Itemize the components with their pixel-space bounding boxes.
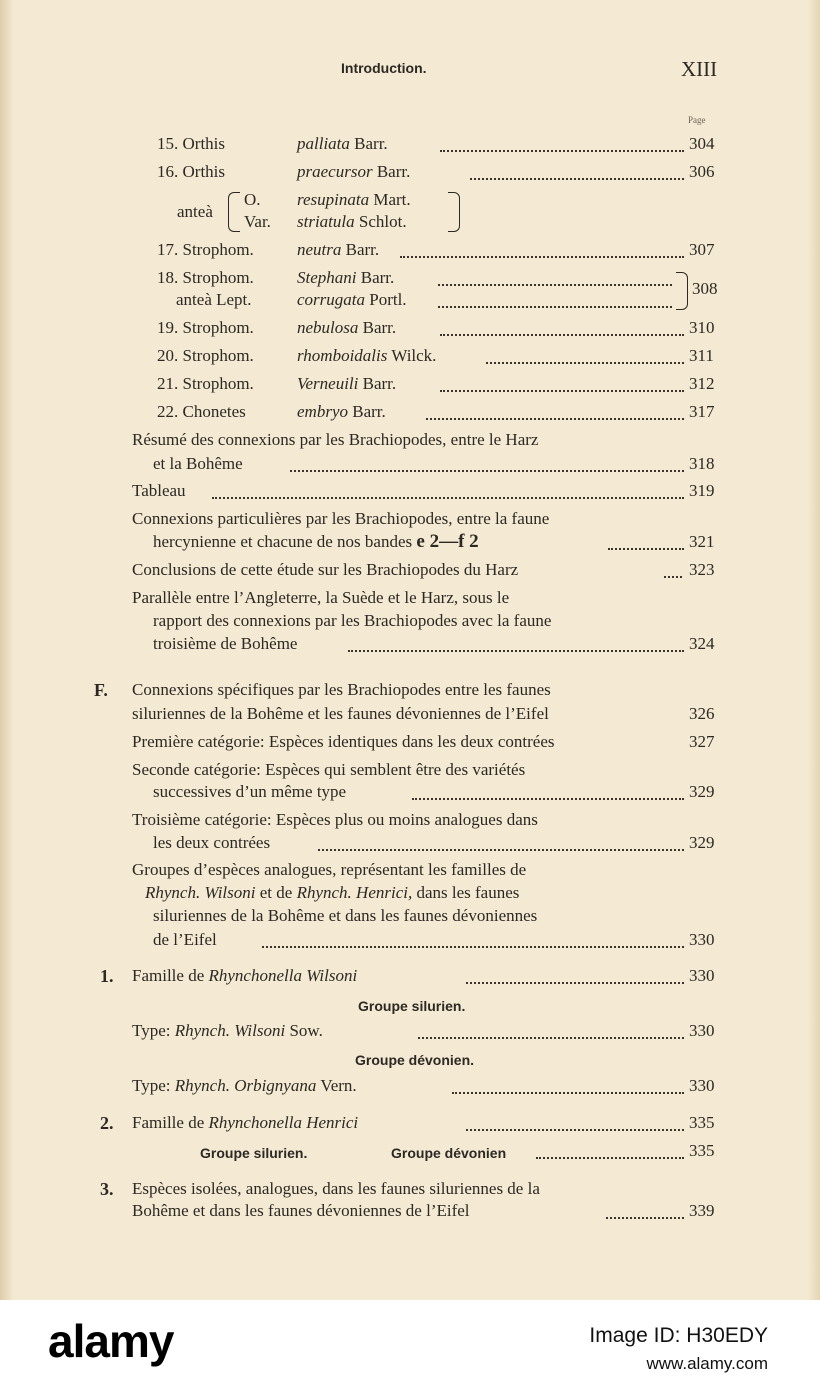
group-heading: Groupe dévonien. [355, 1052, 475, 1068]
page-number: XIII [681, 57, 718, 81]
dot-leader [470, 162, 684, 180]
groups-line: de l’Eifel [153, 930, 217, 949]
family-page: 335 [689, 1113, 715, 1132]
dot-leader [486, 346, 684, 364]
taxon-name: resupinata [297, 190, 370, 209]
entry-number: 16. Orthis [157, 162, 225, 181]
dot-leader [466, 1113, 684, 1131]
tableau-entry: Tableau [132, 481, 186, 500]
connexions-line: hercynienne et chacune de nos bandes [153, 532, 413, 551]
entry-number: 18. Strophom. [157, 268, 254, 287]
taxon-author: Barr. [360, 268, 395, 287]
antea-label: anteà [177, 202, 213, 221]
left-brace [228, 192, 240, 232]
entry-page: 310 [689, 318, 715, 337]
conclusions-entry: Conclusions de cette étude sur les Brachiopodes du Harz [132, 560, 519, 579]
page-column-label: Page [688, 115, 706, 125]
dot-leader [608, 532, 684, 550]
source-url: www.alamy.com [646, 1354, 768, 1373]
taxon-author: Sow. [289, 1021, 323, 1040]
family-page: 330 [689, 966, 715, 985]
taxon-author: Vern. [320, 1076, 357, 1095]
dot-leader [606, 1201, 684, 1219]
image-id: Image ID: H30EDY [589, 1324, 768, 1347]
dot-leader [440, 374, 684, 392]
parallele-line: rapport des connexions par les Brachiopodes avec la faune [153, 611, 552, 630]
entry-number: 17. Strophom. [157, 240, 254, 259]
taxon-name: Rhynch. Orbignyana [174, 1076, 317, 1095]
groups-line: Groupes d’espèces analogues, représentant les familles de [132, 860, 527, 879]
running-title: Introduction. [341, 60, 427, 76]
dot-leader [418, 1021, 684, 1039]
dot-leader [318, 833, 684, 851]
dot-leader [212, 481, 684, 499]
taxon-name: Verneuili [297, 374, 359, 393]
entry-page: 312 [689, 374, 715, 393]
entry-number: 20. Strophom. [157, 346, 254, 365]
section-f-page: 326 [689, 704, 715, 723]
section-marker: F. [94, 680, 108, 700]
dot-leader [262, 930, 684, 948]
entry-number: 22. Chonetes [157, 402, 246, 421]
taxon-name: striatula [297, 212, 355, 231]
family-marker: 3. [100, 1179, 114, 1199]
taxon-name: praecursor [297, 162, 373, 181]
entry-number: 21. Strophom. [157, 374, 254, 393]
dot-leader [438, 290, 672, 308]
parallele-page: 324 [689, 634, 715, 653]
group-heading: Groupe silurien. [358, 998, 466, 1014]
entry-page: 311 [689, 346, 714, 365]
band-codes: e 2—f 2 [416, 531, 479, 552]
family-marker: 1. [100, 966, 114, 986]
group-page: 335 [689, 1141, 715, 1160]
type-page: 330 [689, 1076, 715, 1095]
resume-line: Résumé des connexions par les Brachiopodes, entre le Harz [132, 430, 539, 449]
conclusions-page: 323 [689, 560, 715, 579]
taxon-name: rhomboidalis [297, 346, 388, 365]
category-line: les deux contrées [153, 833, 271, 852]
group-heading: Groupe dévonien [391, 1145, 507, 1161]
antea-prefix: O. [244, 190, 261, 209]
dot-leader [290, 454, 684, 472]
group-heading: Groupe silurien. [200, 1145, 308, 1161]
taxon-name: nebulosa [297, 318, 359, 337]
dot-leader [440, 318, 684, 336]
antea-prefix: Var. [244, 212, 271, 231]
section-f-line: Connexions spécifiques par les Brachiopodes entre les faunes [132, 680, 551, 699]
taxon-name: Rhynchonella Henrici [208, 1113, 359, 1132]
category-page: 329 [689, 782, 715, 801]
taxon-name: palliata [297, 134, 350, 153]
dot-leader [440, 134, 684, 152]
taxon-author: Barr. [354, 134, 388, 153]
taxon-name: embryo [297, 402, 348, 421]
type-label: Type: [132, 1076, 171, 1095]
taxon-name: Rhynchonella Wilsoni [208, 966, 358, 985]
alamy-logo: alamy [48, 1315, 174, 1367]
dot-leader [664, 560, 682, 578]
dot-leader [348, 634, 684, 652]
taxon-author: Wilck. [391, 346, 437, 365]
groups-page: 330 [689, 930, 715, 949]
watermark-footer [0, 1300, 820, 1390]
dot-leader [426, 402, 684, 420]
groups-line: dans les faunes [416, 883, 520, 902]
right-brace [448, 192, 460, 232]
taxon-author: Portl. [369, 290, 407, 309]
taxon-author: Barr. [362, 374, 397, 393]
resume-page: 318 [689, 454, 715, 473]
family-label: Famille de [132, 966, 205, 985]
entry-number: 15. Orthis [157, 134, 225, 153]
category-page: 329 [689, 833, 715, 852]
parallele-line: troisième de Bohême [153, 634, 298, 653]
type-page: 330 [689, 1021, 715, 1040]
section-f-line: siluriennes de la Bohême et les faunes dévoniennes de l’Eifel [132, 704, 549, 723]
family-marker: 2. [100, 1113, 114, 1133]
type-label: Type: [132, 1021, 171, 1040]
entry-page: 306 [689, 162, 715, 181]
dot-leader [438, 268, 672, 286]
dot-leader [536, 1141, 684, 1159]
taxon-author: Barr. [345, 240, 380, 259]
taxon-name: Rhynch. Wilsoni [174, 1021, 286, 1040]
groups-connector: et de [259, 883, 293, 902]
taxon-author: Schlot. [358, 212, 407, 231]
family-line: Bohême et dans les faunes dévoniennes de l’Eifel [132, 1201, 470, 1220]
taxon-name: neutra [297, 240, 342, 259]
groups-line: siluriennes de la Bohême et dans les faunes dévoniennes [153, 906, 538, 925]
tableau-page: 319 [689, 481, 715, 500]
family-label: Famille de [132, 1113, 205, 1132]
taxon-name: corrugata [297, 290, 365, 309]
category-line: Troisième catégorie: Espèces plus ou moins analogues dans [132, 810, 538, 829]
dot-leader [452, 1076, 684, 1094]
connexions-page: 321 [689, 532, 715, 551]
dot-leader [412, 782, 684, 800]
category-line: Seconde catégorie: Espèces qui semblent être des variétés [132, 760, 526, 779]
entry-page: 308 [692, 279, 718, 298]
taxon-author: Barr. [352, 402, 386, 421]
entry-page: 307 [689, 240, 715, 259]
category-page: 327 [689, 732, 715, 751]
antea-lept-label: anteà Lept. [176, 290, 252, 309]
taxon-name: Stephani [297, 268, 357, 287]
resume-line: et la Bohême [153, 454, 243, 473]
entry-page: 304 [689, 134, 715, 153]
connexions-line: Connexions particulières par les Brachiopodes, entre la faune [132, 509, 550, 528]
category-line: Première catégorie: Espèces identiques dans les deux contrées [132, 732, 555, 751]
taxon-author: Barr. [376, 162, 411, 181]
taxon-author: Barr. [362, 318, 397, 337]
taxon-author: Mart. [373, 190, 411, 209]
entry-page: 317 [689, 402, 715, 421]
family-page: 339 [689, 1201, 715, 1220]
category-line: successives d’un même type [153, 782, 347, 801]
family-line: Espèces isolées, analogues, dans les faunes siluriennes de la [132, 1179, 540, 1198]
taxon-name: Rhynch. Henrici, [296, 883, 413, 902]
dot-leader [400, 240, 684, 258]
entry-number: 19. Strophom. [157, 318, 254, 337]
taxon-name: Rhynch. Wilsoni [145, 883, 256, 902]
right-brace [676, 272, 688, 310]
parallele-line: Parallèle entre l’Angleterre, la Suède et le Harz, sous le [132, 588, 510, 607]
dot-leader [466, 966, 684, 984]
